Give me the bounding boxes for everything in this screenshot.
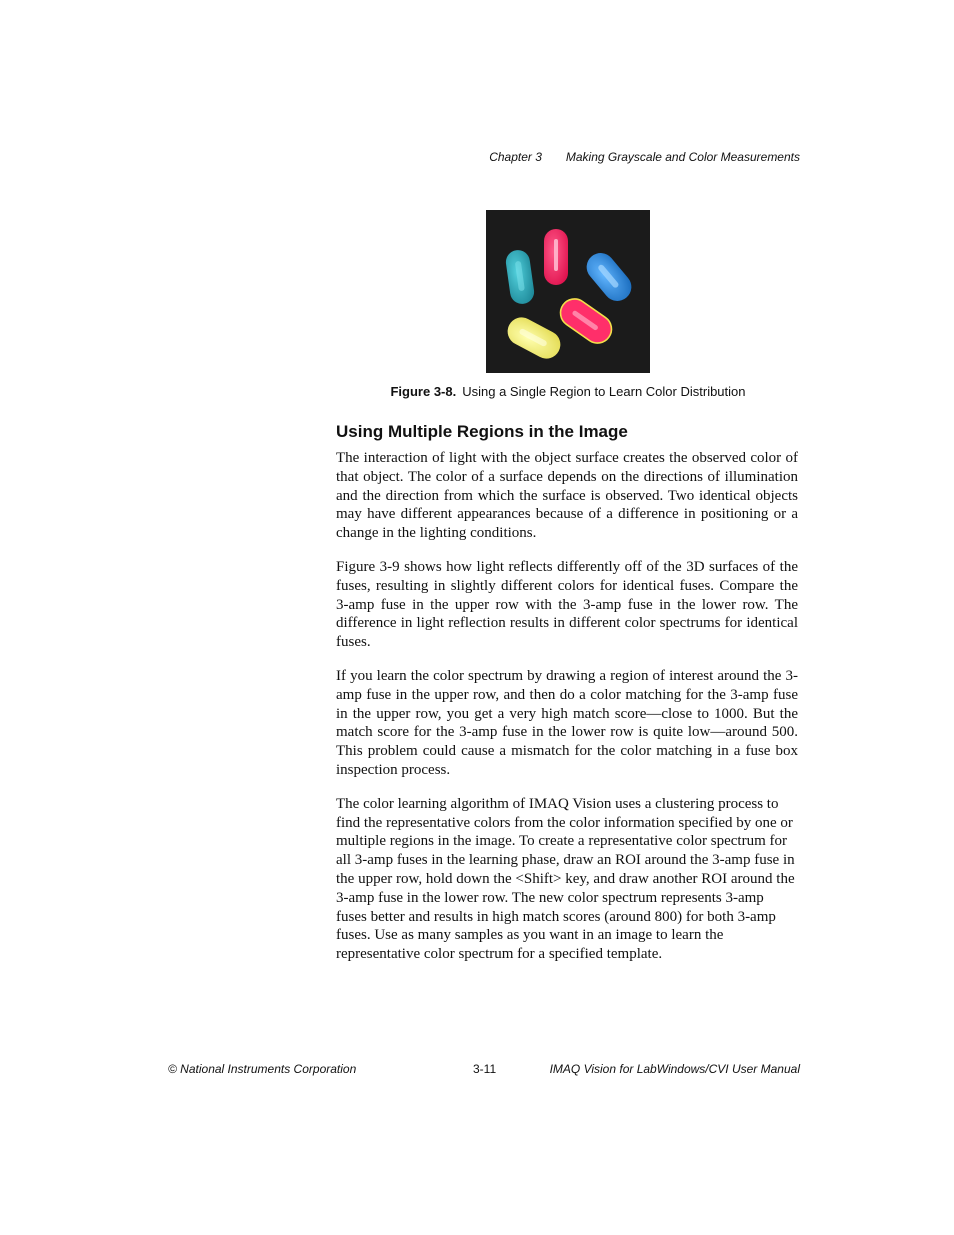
figure-caption	[336, 384, 800, 399]
red-fuse	[544, 229, 568, 285]
fuses-image	[486, 210, 650, 373]
fuses-photo	[486, 210, 650, 373]
section-body	[336, 449, 798, 979]
paragraph-4: The color learning algorithm of IMAQ Vision uses a clustering process to find the representative colors from the color information specified by one or multiple regions in the image. To create a representative color spectrum for all 3-amp fuses in the learning phase, draw an ROI around the 3-amp fuse in the upper row, hold down the <Shift> key, and draw another ROI around the 3-amp fuse in the lower row. The new color spectrum represents 3-amp fuses better and results in high match scores (around 800) for both 3-amp fuses. Use as many samples as you want in an image to learn the representative color spectrum for a specified template.	[336, 795, 795, 963]
paragraph-2: Figure 3-9 shows how light reflects differently off of the 3D surfaces of the fuses, resulting in slightly different colors for identical fuses. Compare the 3-amp fuse in the upper row with the 3-amp fuse in the lower row. The difference in light reflection results in different color spectrums for identical fuses.	[336, 558, 798, 651]
page-number: 3-11	[473, 1062, 497, 1076]
figure-caption-text: Using a Single Region to Learn Color Distribution	[462, 384, 746, 399]
manual-title: IMAQ Vision for LabWindows/CVI User Manual	[549, 1062, 800, 1076]
paragraph-1: The interaction of light with the object surface creates the observed color of that object. The color of a surface depends on the directions of illumination and the direction from which the surface is observed. Two identical objects may have different appearances because of a difference in positioning or a change in the lighting conditions.	[336, 450, 798, 542]
chapter-label: Chapter 3	[489, 150, 542, 164]
figure-label: Figure 3-8.	[390, 384, 457, 399]
section-heading: Using Multiple Regions in the Image	[336, 422, 628, 441]
paragraph-3: If you learn the color spectrum by drawing a region of interest around the 3-amp fuse in the upper row, and then do a color matching for the 3-amp fuse in the upper row, you get a very high match score—close to 1000. But the match score for the 3-amp fuse in the lower row is quite low—around 500. This problem could cause a mismatch for the color matching in a fuse box inspection process.	[336, 667, 798, 778]
footer-copyright: © National Instruments Corporation	[168, 1062, 357, 1076]
running-header	[489, 150, 800, 164]
chapter-title: Making Grayscale and Color Measurements	[565, 150, 800, 164]
